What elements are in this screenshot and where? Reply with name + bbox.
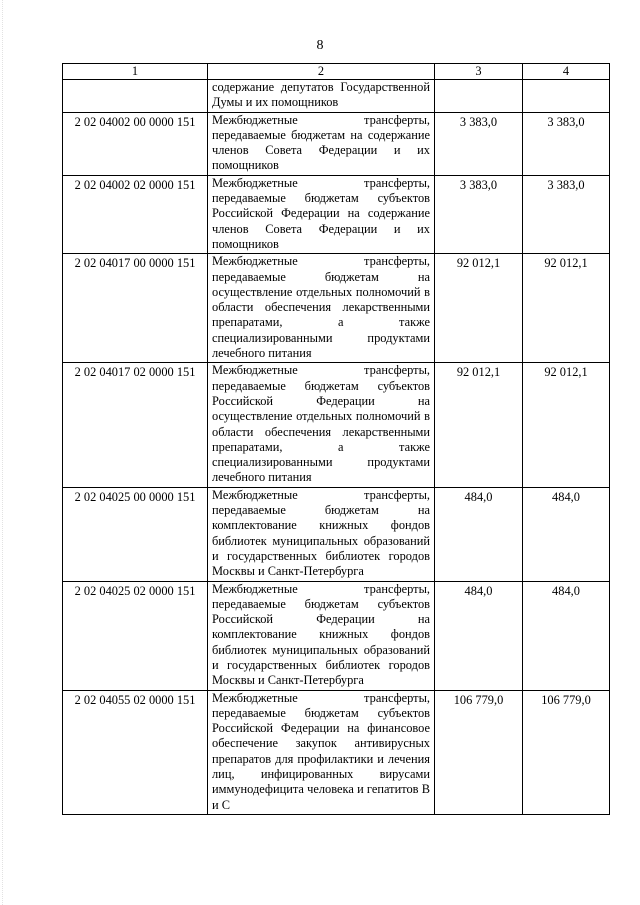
amount-cell-col4: 92 012,1 [523, 363, 610, 487]
budget-code-cell: 2 02 04025 00 0000 151 [63, 487, 208, 581]
table-row [63, 363, 610, 487]
description-cell: Межбюджетные трансферты, передаваемые бюджетам субъектов Российской Федерации на комплектование книжных фондов библиотек муниципальных образований и государственных библиотек городов Москвы и Санкт-Петербурга [208, 581, 435, 690]
table-row [63, 175, 610, 253]
budget-code-cell: 2 02 04002 00 0000 151 [63, 112, 208, 175]
description-cell: Межбюджетные трансферты, передаваемые бюджетам субъектов Российской Федерации на финансовое обеспечение закупок антивирусных препаратов для профилактики и лечения лиц, инфицированных вирусами иммунодефицита человека и гепатитов В и С [208, 690, 435, 814]
amount-cell-col4: 92 012,1 [523, 254, 610, 363]
description-cell: Межбюджетные трансферты, передаваемые бюджетам субъектов Российской Федерации на осуществление отдельных полномочий в области обеспечения лекарственными препаратами, а также специализированными продуктами лечебного питания [208, 363, 435, 487]
table-row [63, 112, 610, 175]
amount-cell-col3: 3 383,0 [435, 112, 523, 175]
budget-code-cell: 2 02 04055 02 0000 151 [63, 690, 208, 814]
column-header-1: 1 [63, 64, 208, 80]
column-header-2: 2 [208, 64, 435, 80]
page-number: 8 [316, 38, 324, 53]
table-row [63, 487, 610, 581]
scan-margin-artifact [2, 0, 7, 905]
amount-cell-col3: 106 779,0 [435, 690, 523, 814]
budget-code-cell: 2 02 04017 02 0000 151 [63, 363, 208, 487]
amount-cell-col4: 3 383,0 [523, 112, 610, 175]
amount-cell-col3: 484,0 [435, 487, 523, 581]
budget-code-cell: 2 02 04002 02 0000 151 [63, 175, 208, 253]
table-row [63, 254, 610, 363]
amount-cell-col3: 3 383,0 [435, 175, 523, 253]
amount-cell-col3: 484,0 [435, 581, 523, 690]
description-cell: Межбюджетные трансферты, передаваемые бюджетам субъектов Российской Федерации на содержание членов Совета Федерации и их помощников [208, 175, 435, 253]
amount-cell-col3 [435, 80, 523, 113]
amount-cell-col4: 106 779,0 [523, 690, 610, 814]
budget-code-cell: 2 02 04017 00 0000 151 [63, 254, 208, 363]
column-header-4: 4 [523, 64, 610, 80]
amount-cell-col4: 3 383,0 [523, 175, 610, 253]
amount-cell-col4: 484,0 [523, 487, 610, 581]
description-cell: Межбюджетные трансферты, передаваемые бюджетам на содержание членов Совета Федерации и их помощников [208, 112, 435, 175]
budget-code-cell [63, 80, 208, 113]
description-cell: Межбюджетные трансферты, передаваемые бюджетам на комплектование книжных фондов библиотек муниципальных образований и государственных библиотек городов Москвы и Санкт-Петербурга [208, 487, 435, 581]
table-row [63, 80, 610, 113]
budget-code-cell: 2 02 04025 02 0000 151 [63, 581, 208, 690]
amount-cell-col3: 92 012,1 [435, 363, 523, 487]
description-cell: Межбюджетные трансферты, передаваемые бюджетам на осуществление отдельных полномочий в области обеспечения лекарственными препаратами, а также специализированными продуктами лечебного питания [208, 254, 435, 363]
column-header-3: 3 [435, 64, 523, 80]
budget-table [62, 63, 610, 815]
amount-cell-col4 [523, 80, 610, 113]
description-cell: содержание депутатов Государственной Думы и их помощников [208, 80, 435, 113]
table-row [63, 690, 610, 814]
amount-cell-col4: 484,0 [523, 581, 610, 690]
table-header-row [63, 64, 610, 80]
amount-cell-col3: 92 012,1 [435, 254, 523, 363]
table-row [63, 581, 610, 690]
